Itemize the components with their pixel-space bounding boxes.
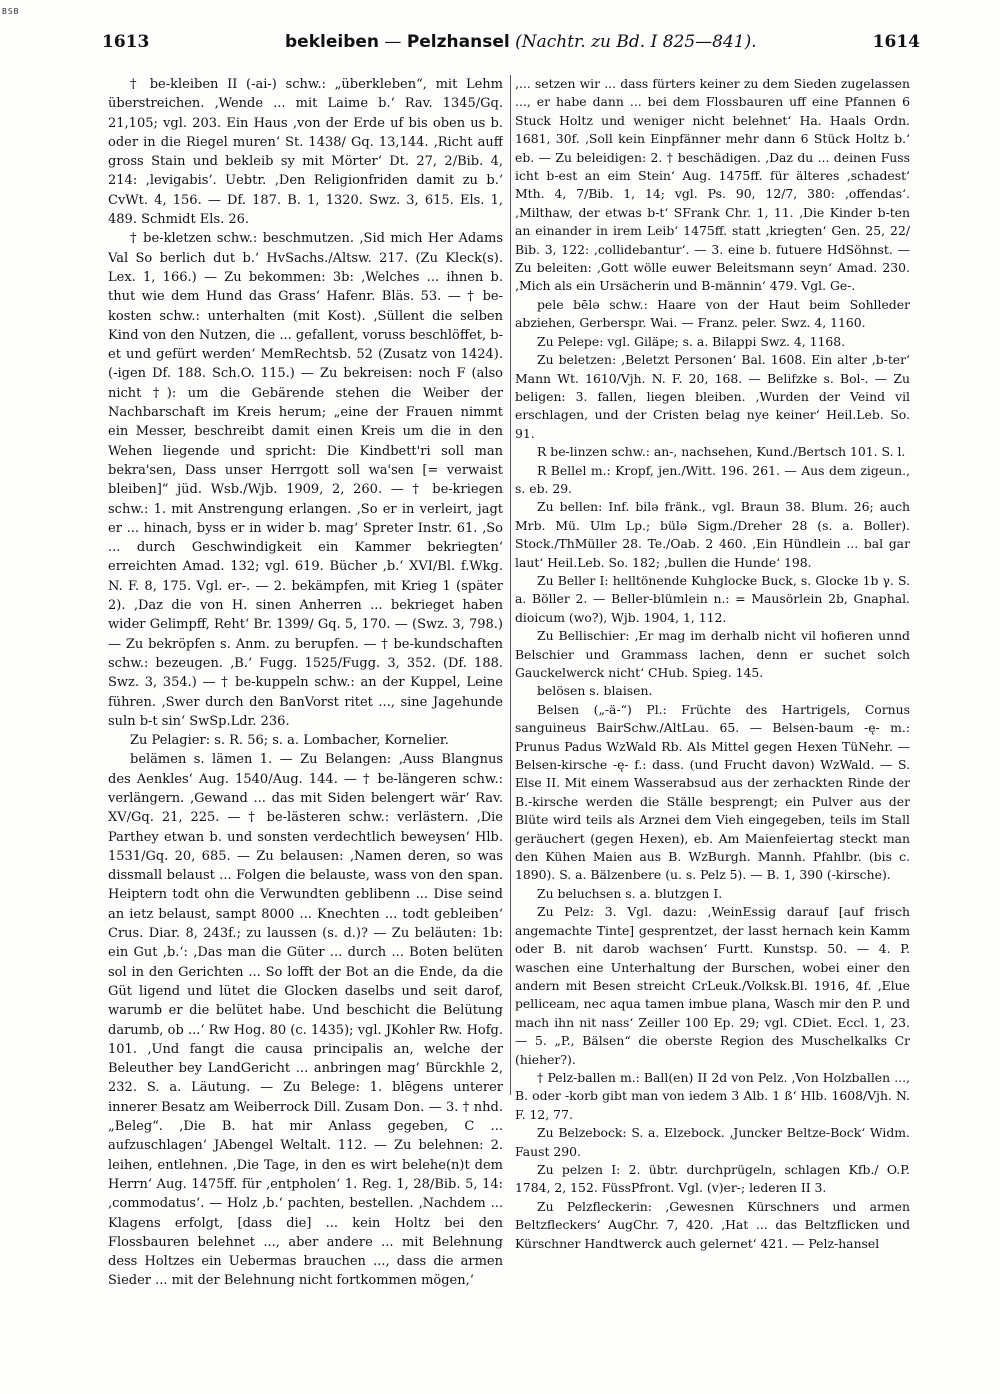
entry-pele: pele bēlə schw.: Haare von der Haut beim Sohlleder abziehen, Gerberspr. Wai. — Franz. peler. Swz. 4, 1160. [515,296,910,331]
entry-pelepe: Zu Pelepe: vgl. Giläpe; s. a. Bilappi Swz. 4, 1168. [537,333,846,349]
head-dash: — [379,32,407,52]
entry-pelagier: Zu Pelagier: s. R. 56; s. a. Lombacher, Kornelier. [130,733,449,749]
left-column [108,75,503,1291]
entry-beluchsen: Zu beluchsen s. a. blutzgen I. [537,885,723,901]
entry-belzebock: Zu Belzebock: S. a. Elzebock. ‚Juncker Beltze-Bock‘ Widm. Faust 290. [515,1125,910,1159]
head-end-word: Pelzhansel [406,32,510,52]
library-stamp: BSB [2,7,20,16]
right-page-number: 1614 [872,32,920,52]
entry-beller: Zu Beller I: helltönende Kuhglocke Buck, s. Glocke 1b γ. S. a. Böller 2. — Beller-blümlein n.: = Mausörlein 2b, Gnaphal. dioicum (wo?), Wjb. 1904, 1, 112. [515,572,910,625]
entry-continuation: ‚... setzen wir ... dass fürters keiner zu dem Sieden zugelassen ..., er habe dann ... bei dem Flossbauren uff eine Pfannen 6 Stuck Holtz und weniger nicht belehnet‘ Ha. Haals Ordn. 1681, 30f. ‚Soll kein Einpfänner mehr dann 6 Stück Holtz b.‘ eb. — Zu beleidigen: 2. † beschädigen. ‚Daz du ... deinen Fuss icht b-est an eim Stein‘ Aug. 1475ff. für älteres ‚schadest‘ Mth. 4, 7/Bib. 1, 14; vgl. Ps. 90, 12/7, 380: ‚offendas‘. ‚Milthaw, der etwas b-t‘ SFrank Chr. 1, 11. ‚Die Kinder b-ten an einander in irem Leib‘ 1475ff. statt ‚kriegten‘ Gen. 25, 22/ Bib. 3, 122: ‚collidebantur‘. — 3. eine b. futuere HdSöhnst. — Zu beleiten: ‚Gott wölle euwer Beleitsmann seyn‘ Amad. 230. ‚Mich als ein Ursächerin und B-männin‘ 479. Vgl. Ge-. [515,76,910,294]
running-head [285,32,757,52]
entry-beletzen: Zu beletzen: ‚Beletzt Personen‘ Bal. 1608. Ein alter ‚b-ter‘ Mann Wt. 1610/Vjh. N. F. 20, 168. — Belifzke s. Bol-. — Zu beligen: 3. fallen, liegen bleiben. ‚Wurden der Veind vil erschlagen, und der Cristen belag nye keiner‘ Heil.Leb. So. 91. [515,352,910,441]
entry-beloesen: belösen s. blaisen. [537,683,653,699]
entry-belaemen: belämen s. lämen 1. — Zu Belangen: ‚Auss Blangnus des Aenkles‘ Aug. 1540/Aug. 144. — † be-längeren schw.: verlängern. ‚Gewand ... das mit Siden belengert wär‘ Rav. XV/Gq. 21, 225. — † be-lästeren schw.: verlästern. ‚Die Parthey etwan b. und sonsten verdechtlich beweysen‘ Hlb. 1531/Gq. 20, 685. — Zu belausen: ‚Namen deren, so was dissmall belaust ... Folgen die belauste, wass von den span. Heiptern todt ohn die Verwundten geblibenn ... Dise seind an ietz belaust, sampt 8000 ... Knechten ... todt gebleiben‘ Crus. Diar. 8, 243f.; zu laussen (s. d.)? — Zu beläuten: 1b: ein Gut ‚b.‘: ‚Das man die Güter ... durch ... Boten belüten sol in den Gerichten ... So lofft der Bot an die Ende, da die Güt ligend und lütet die Glocken daselbs und seit darof, warumb er die belütet habe. Und beschicht die Belütung darumb, ob ...‘ Rw Hog. 80 (c. 1435); vgl. JKohler Rw. Hofg. 101. ‚Und fangt die causa principalis an, welche der Beleuther bey LandGericht ... anbringen mag‘ Bürckhle 2, 232. S. a. Läutung. — Zu Belege: 1. blēgens unterer innerer Besatz am Weiberrock Dill. Zusam Don. — 3. † nhd. „Beleg“. ‚Die B. hat mir Anlass gegeben, C ... aufzuschlagen‘ JAbengel Weltalt. 112. — Zu belehnen: 2. leihen, entlehnen. ‚Die Tage, in den es wirt belehe(n)t dem Herrn‘ Aug. 1475ff. für ‚entpholen‘ 1. Reg. 1, 28/Bib. 5, 14: ‚commodatus‘. — Holz ‚b.‘ pachten, bestellen. ‚Nachdem ... Klagens erfolgt, [dass die] ... kein Holtz bei den Flossbauren belehnet ..., aber andere ... mit Belehnung dess Holtzes ein Uebermas brauchen ..., dass die armen Sieder ... mit der Belehnung nicht fortkommen mögen,‘ [108,752,503,1289]
entry-bellischier: Zu Bellischier: ‚Er mag im derhalb nicht vil hofieren unnd Belschier und Grammass lachen, denn er suchet solch Gauckelwerck nicht‘ CHub. Spieg. 145. [515,628,910,680]
entry-pelzballen: † Pelz-ballen m.: Ball(en) II 2d von Pelz. ‚Von Holzballen ..., B. oder -korb gibt man von iedem 3 Alb. 1 ß‘ Hlb. 1608/Vjh. N. F. 12, 77. [515,1069,910,1122]
right-column [515,75,910,1253]
entry-belinzen: R be-linzen schw.: an-, nachsehen, Kund./Bertsch 101. S. l. [537,444,906,460]
page-header [100,28,920,58]
entry-bellen: Zu bellen: Inf. bilə fränk., vgl. Braun 38. Blum. 26; auch Mrb. Mü. Ulm Lp.; bülə Sigm./Dreher 28 (s. a. Boller). Stock./ThMüller 28. Te./Oab. 2 460. ‚Ein Hündlein ... bal gar laut‘ Heil.Leb. So. 182; ‚bullen die Hunde‘ 198. [515,499,910,570]
head-note: (Nachtr. zu Bd. I 825—841). [509,32,757,52]
entry-bekletzen: † be-kletzen schw.: beschmutzen. ‚Sid mich Her Adams Val So berlich dut b.‘ HvSachs./Altsw. 217. (Zu Kleck(s). Lex. 1, 166.) — Zu bekommen: 3b: ‚Welches ... ihnen b. thut wie dem Hund das Grass‘ Hafenr. Bläs. 53. — † be-kosten schw.: unterhalten (mit Kost). ‚Süllent die selben Kind von den Nutzen, die ... gefallent, voruss beschlöffet, b-et und gefürt werden‘ MemRechtsb. 52 (Zusatz von 1424). (-igen Df. 188. Sch.O. 115.) — Zu bekreisen: noch F (also nicht †): um die Gebärende stehen die Weiber der Nachbarschaft im Kreis herum; „eine der Frauen nimmt ein Messer, beschreibt damit einen Kreis um die in den Wehen liegende und spricht: Die Kindbett'ri soll man bekra'sen, Dass unser Herrgott soll wa'sen [= verwaist bleiben]“ jüd. Wsb./Wjb. 1909, 2, 260. — † be-kriegen schw.: 1. mit Anstrengung erlangen. ‚So er in verleirt, jagt er ... hinach, byss er in wider b. mag‘ Spreter Instr. 61. ‚So ... durch Geschwindigkeit ein Kammer bekriegten‘ erreichten Amad. 132; vgl. 619. Bücher ‚b.‘ XVI/Bl. f.Wkg. N. F. 8, 175. Vgl. er-. — 2. bekämpfen, mit Krieg 1 (später 2). ‚Daz die von H. sinen Anherren ... bekrieget haben wider Gelimpff, Reht‘ Br. 1399/ Gq. 5, 170. — (Swz. 3, 798.) — Zu bekröpfen s. Anm. zu berupfen. — † be-kundschaften schw.: bezeugen. ‚B.‘ Fugg. 1525/Fugg. 3, 352. (Df. 188. Swz. 3, 354.) — † be-kuppeln schw.: an der Kuppel, Leine führen. ‚Swer durch den BanVorst ritet ..., sine Jagehunde suln b-t sin‘ SwSp.Ldr. 236. [108,231,503,729]
left-page-number: 1613 [102,32,150,52]
head-start-word: bekleiben [285,32,379,52]
entry-belsen: Belsen („-ä-“) Pl.: Früchte des Hartrigels, Cornus sanguineus BairSchw./AltLau. 65. — Belsen-baum -ę- m.: Prunus Padus WzWald Rb. Als Mittel gegen Hexen TüNehr. — Belsen-kirsche -ę- f.: dass. (und Frucht davon) WzWald. — S. Else II. Mit einem Wasserabsud aus der zerhackten Rinde der B.-kirsche werden die Ställe besprengt; ein Pulver aus der Blüte wird teils als Arznei dem Vieh eingegeben, teils im Stall geräuchert (gegen Hexen), eb. Am Maienfeiertag steckt man den Kühen Maien aus B. WzBurgh. Mannh. Pfahlbr. (bis c. 1890). S. a. Bälzenbere (u. s. Pelz 5). — B. 1, 390 (-kirsche). [515,701,910,883]
entry-pelzfleckerin: Zu Pelzfleckerin: ‚Gewesnen Kürschners und armen Beltzfleckers‘ AugChr. 7, 420. ‚Hat ... das Beltzflicken und Kürschner Handtwerck auch gelernet‘ 421. — Pelz-hansel [515,1198,910,1251]
entry-pelzen: Zu pelzen I: 2. übtr. durchprügeln, schlagen Kfb./ O.P. 1784, 2, 152. FüssPfront. Vgl. (v)er-; lederen II 3. [515,1161,910,1196]
entry-bekleiben: † be-kleiben II (-ai-) schw.: „überkleben“, mit Lehm überstreichen. ‚Wende ... mit Laime b.‘ Rav. 1345/Gq. 21,105; vgl. 203. Ein Haus ‚von der Erde uf bis oben us b. oder in die Riegel muren‘ St. 1438/ Gq. 13,144. ‚Richt auff gross Stain und bekleib sy mit Mörter‘ Dt. 27, 2/Bib. 4, 214: ‚levigabis‘. Uebtr. ‚Den Religionfriden damit zu b.‘ CvWt. 4, 156. — Df. 187. B. 1, 1320. Swz. 3, 615. Els. 1, 489. Schmidt Els. 26. [108,77,503,228]
column-divider [510,75,511,1095]
entry-bellel: R Bellel m.: Kropf, jen./Witt. 196. 261. — Aus dem zigeun., s. eb. 29. [515,462,910,496]
entry-pelz: Zu Pelz: 3. Vgl. dazu: ‚WeinEssig darauf [auf frisch angemachte Tinte] gesprentzet, der lasst hernach kein Kamm oder B. nit darob wachsen‘ Furtt. Kunstsp. 50. — 4. P. waschen eine Unterhaltung der Burschen, wobei einer den andern mit Besen streicht CrLeuk./Volksk.Bl. 1916, 4f. ‚Elue pelliceam, nec aqua tamen imbue plana, Wasch mir den P. und mach ihn nit nass‘ Zeiller 100 Ep. 29; vgl. CDiet. Eccl. 1, 23. — 5. „P., Bälsen“ die oberste Region des Muschelkalks Cr (hieher?). [515,904,910,1067]
